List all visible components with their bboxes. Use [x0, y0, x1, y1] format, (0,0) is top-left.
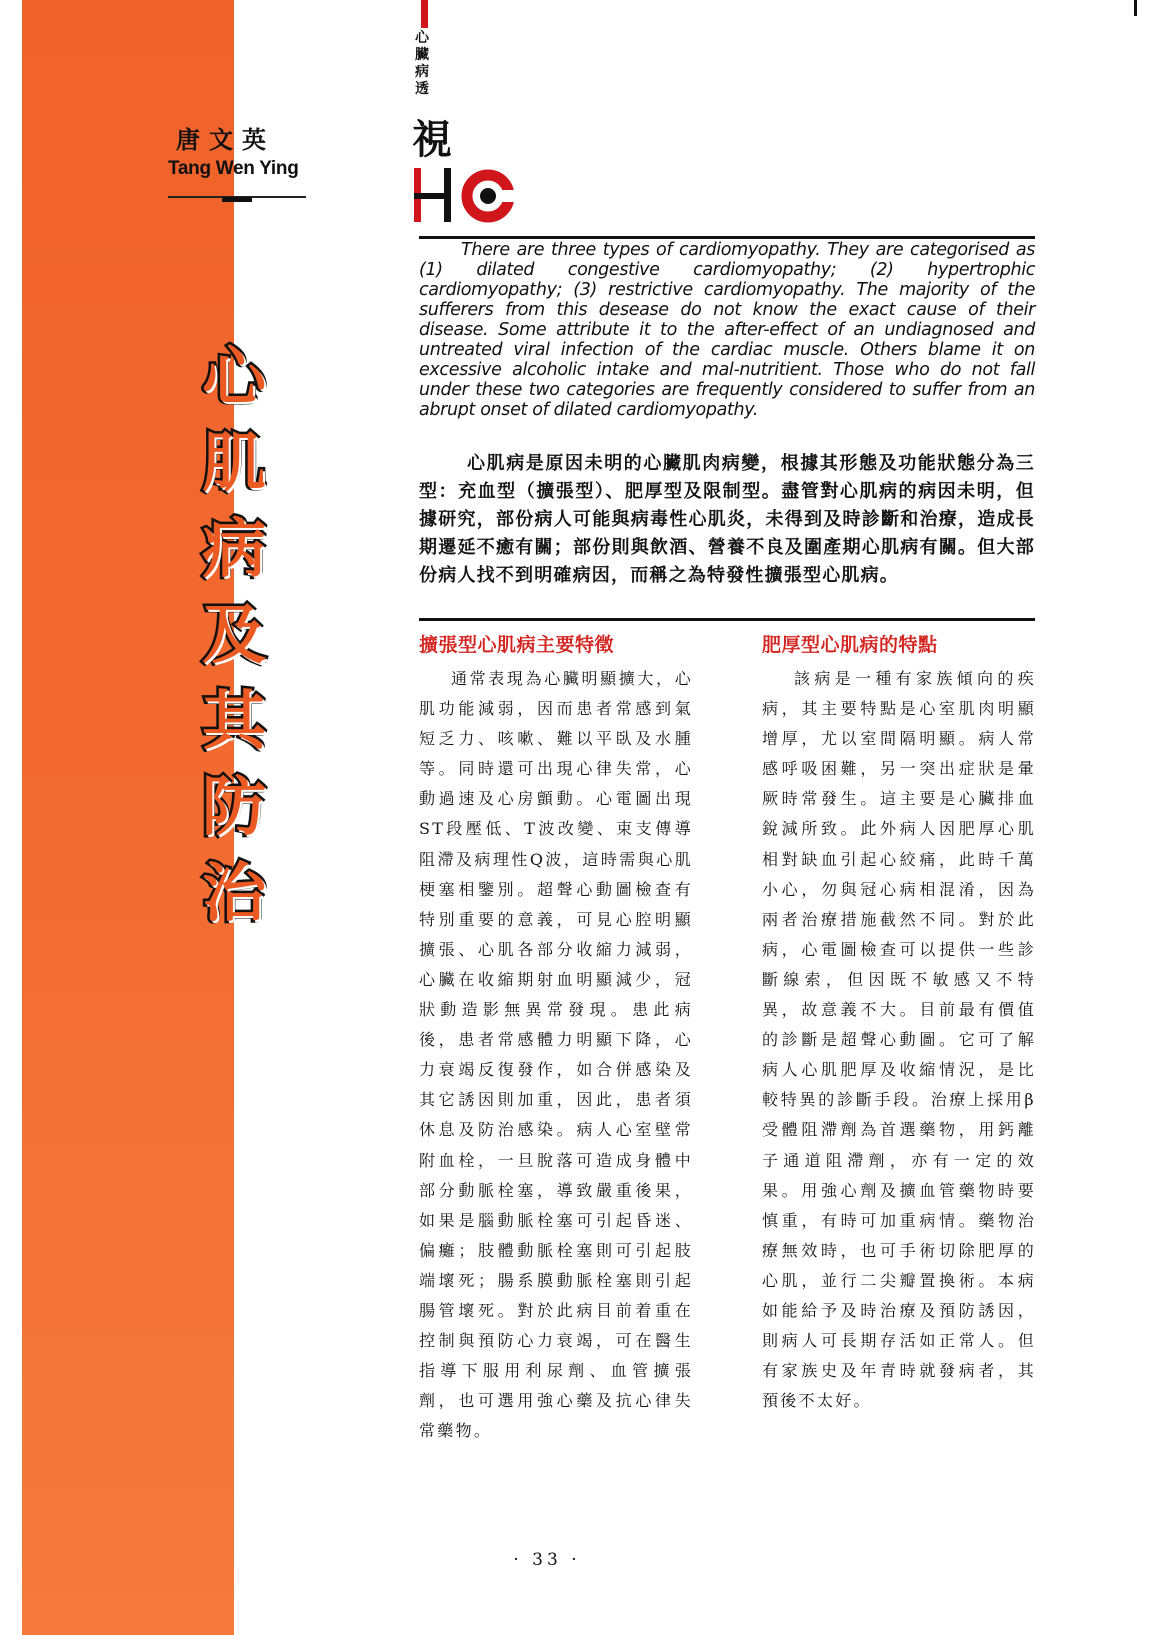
intro-top-rule [419, 236, 1035, 239]
hc-logo-icon [414, 166, 524, 224]
author-name-english: Tang Wen Ying [168, 158, 299, 179]
author-divider-mark [222, 197, 252, 202]
intro-chinese: 心肌病是原因未明的心臟肌肉病變，根據其形態及功能狀態分為三型：充血型（擴張型）、肥厚型及限制型。盡管對心肌病的病因未明，但據研究，部份病人可能與病毒性心肌炎，未得到及時診斷和治療，造成長期遷延不癒有關；部份則與飲酒、營養不良及圍產期心肌病有關。但大部份病人找不到明確病因，而稱之為特發性擴張型心肌病。 [419, 453, 1035, 586]
author-name-chinese: 唐文英 [176, 125, 275, 154]
article-title: 心肌病及其防治 [202, 341, 266, 931]
column-glyph: 視 [412, 116, 452, 163]
column-accent-bar [421, 0, 428, 28]
section-body-hypertrophic: 該病是一種有家族傾向的疾病，其主要特點是心室肌肉明顯增厚，尤以室間隔明顯。病人常感呼吸困難，另一突出症狀是暈厥時常發生。這主要是心臟排血銳減所致。此外病人因肥厚心肌相對缺血引起心絞痛，此時千萬小心，勿與冠心病相混淆，因為兩者治療措施截然不同。對於此病，心電圖檢查可以提供一些診斷線索，但因既不敏感又不特異，故意義不大。目前最有價值的診斷是超聲心動圖。它可了解病人心肌肥厚及收縮情況，是比較特異的診斷手段。治療上採用β受體阻滯劑為首選藥物，用鈣離子通道阻滯劑，亦有一定的效果。用強心劑及擴血管藥物時要慎重，有時可加重病情。藥物治療無效時，也可手術切除肥厚的心肌，並行二尖瓣置換術。本病如能給予及時治療及預防誘因，則病人可長期存活如正常人。但有家族史及年青時就發病者，其預後不太好。 [762, 669, 1036, 1411]
section-heading-hypertrophic: 肥厚型心肌病的特點 [762, 634, 938, 656]
corner-crop-mark [1134, 0, 1137, 16]
section-body-dilated: 通常表現為心臟明顯擴大，心肌功能減弱，因而患者常感到氣短乏力、咳嗽、難以平臥及水腫等。同時還可出現心律失常，心動過速及心房顫動。心電圖出現ST段壓低、T波改變、束支傳導阻滯及病理性Q波，這時需與心肌梗塞相鑒別。超聲心動圖檢查有特別重要的意義，可見心腔明顯擴張、心肌各部分收縮力減弱，心臟在收縮期射血明顯減少，冠狀動造影無異常發現。患此病後，患者常感體力明顯下降，心力衰竭反復發作，如合併感染及其它誘因則加重，因此，患者須休息及防治感染。病人心室壁常附血栓，一旦脫落可造成身體中部分動脈栓塞，導致嚴重後果，如果是腦動脈栓塞可引起昏迷、偏癱；肢體動脈栓塞則可引起肢端壞死；腸系膜動脈栓塞則引起腸管壞死。對於此病目前着重在控制與預防心力衰竭，可在醫生指導下服用利尿劑、血管擴張劑，也可選用強心藥及抗心律失常藥物。 [419, 669, 693, 1441]
column-name: 心臟病透 [415, 30, 429, 97]
page-number: · 33 · [513, 1550, 581, 1570]
intro-english: There are three types of cardiomyopathy. They are categorised as (1) dilated congestive cardiomyopathy; (2) hypertrophic cardiomyopathy; (3) restrictive cardiomyopathy. The majority of the sufferers from this desease do not know the exact cause of their disease. Some attribute it to the after-effect of an undiagnosed and untreated viral infection of the cardiac muscle. Others blame it on excessive alcoholic intake and mal-nutritient. Those who do not fall under these two categories are frequently considered to suffer from an abrupt onset of dilated cardiomyopathy. [419, 240, 1035, 420]
section-heading-dilated: 擴張型心肌病主要特徵 [419, 634, 615, 656]
section-divider [419, 618, 1035, 621]
